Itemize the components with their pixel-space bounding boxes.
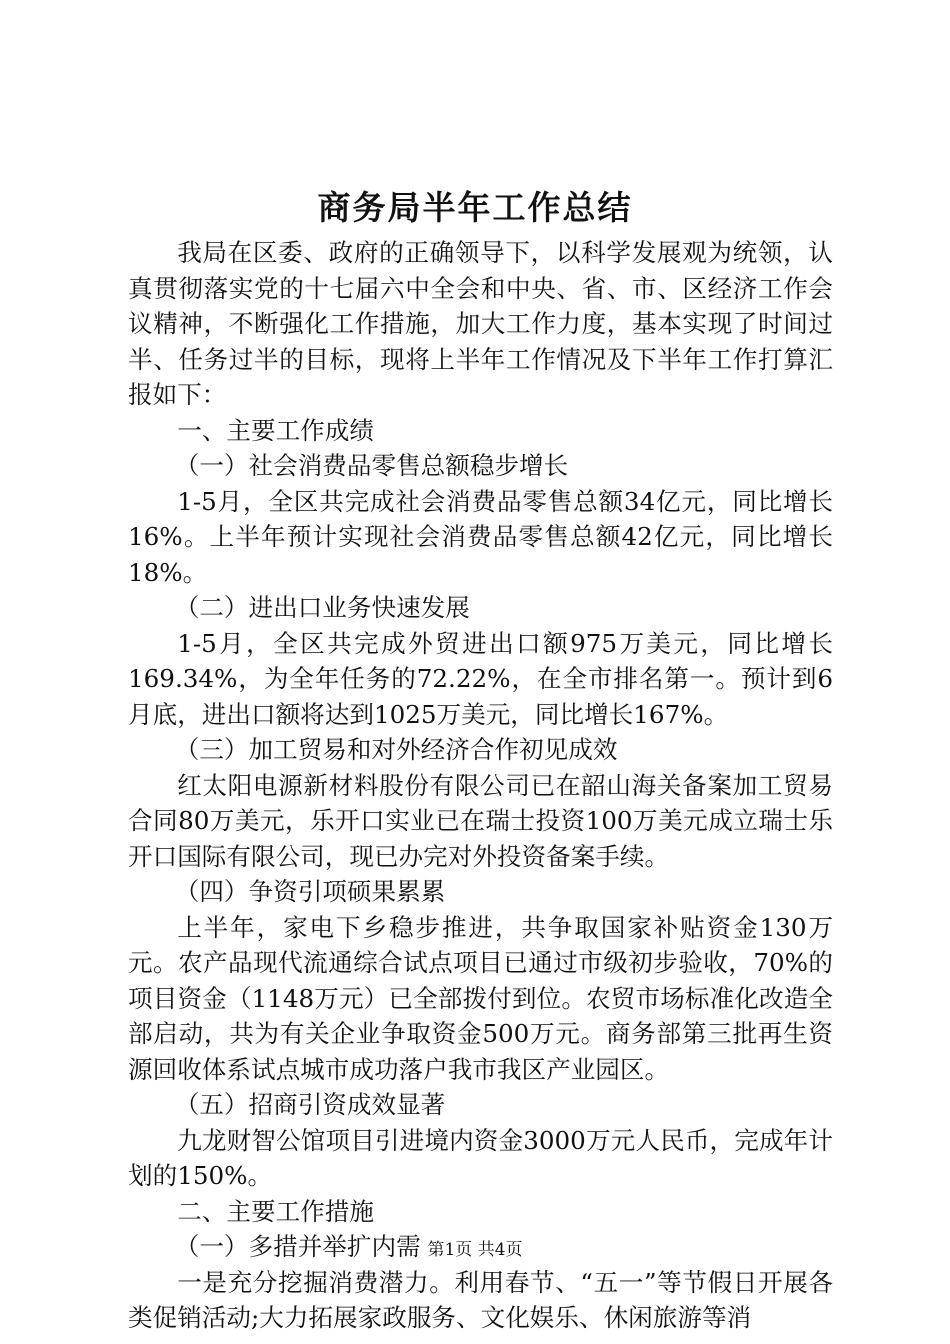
- paragraph-processing: 红太阳电源新材料股份有限公司已在韶山海关备案加工贸易合同80万美元，乐开口实业已在瑞士投资100万美元成立瑞士乐开口国际有限公司，现已办完对外投资备案手续。: [128, 770, 833, 871]
- subsection-heading-funding: （四）争资引项硕果累累: [174, 877, 446, 906]
- paragraph-trade: 1-5月，全区共完成外贸进出口额975万美元，同比增长169.34%，为全年任务的72.22%，在全市排名第一。预计到6月底，进出口额将达到1025万美元，同比增长167%。: [128, 628, 833, 729]
- document-body: [128, 235, 833, 1336]
- paragraph-retail: 1-5月，全区共完成社会消费品零售总额34亿元，同比增长16%。上半年预计实现社会消费品零售总额42亿元，同比增长18%。: [128, 486, 833, 587]
- intro-paragraph: 我局在区委、政府的正确领导下，以科学发展观为统领，认真贯彻落实党的十七届六中全会和中央、省、市、区经济工作会议精神，不断强化工作措施，加大工作力度，基本实现了时间过半、任务过半的目标，现将上半年工作情况及下半年工作打算汇报如下：: [128, 238, 833, 409]
- subsection-heading-domestic-demand: （一）多措并举扩内需: [174, 1232, 421, 1261]
- page-footer: 第1页 共4页: [427, 1240, 523, 1260]
- document-title: 商务局半年工作总结: [317, 188, 633, 227]
- section-heading-measures: 二、主要工作措施: [177, 1196, 374, 1226]
- paragraph-funding: 上半年，家电下乡稳步推进，共争取国家补贴资金130万元。农产品现代流通综合试点项目已通过市级初步验收，70%的项目资金（1148万元）已全部拨付到位。农贸市场标准化改造全部启动，共为有关企业争取资金500万元。商务部第三批再生资源回收体系试点城市成功落户我市我区产业园区。: [128, 912, 833, 1084]
- subsection-heading-investment: （五）招商引资成效显著: [174, 1090, 446, 1119]
- paragraph-domestic-demand: 一是充分挖掘消费潜力。利用春节、“五一”等节假日开展各类促销活动;大力拓展家政服务、文化娱乐、休闲旅游等消: [128, 1267, 833, 1332]
- subsection-heading-retail: （一）社会消费品零售总额稳步增长: [174, 451, 569, 480]
- section-heading-achievements: 一、主要工作成绩: [177, 415, 374, 445]
- subsection-heading-trade: （二）进出口业务快速发展: [174, 593, 470, 622]
- subsection-heading-processing: （三）加工贸易和对外经济合作初见成效: [174, 735, 618, 764]
- paragraph-investment: 九龙财智公馆项目引进境内资金3000万元人民币，完成年计划的150%。: [128, 1125, 833, 1190]
